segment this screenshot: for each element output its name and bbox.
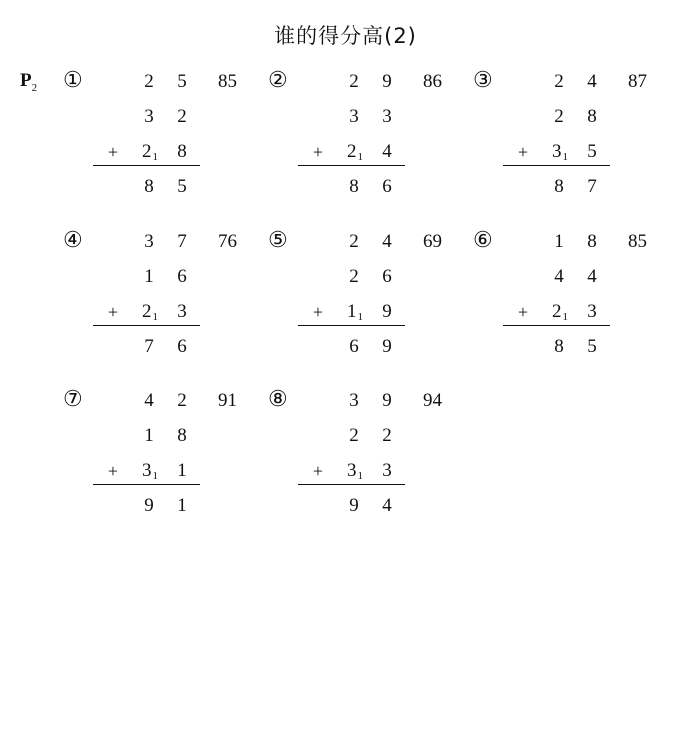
- digit-text: 9: [382, 71, 392, 92]
- problem-number: ②: [268, 68, 288, 93]
- digit-text: 1: [177, 495, 187, 516]
- ones-digit: [175, 175, 189, 199]
- ones-digit: [380, 230, 394, 254]
- addend-row: [268, 265, 468, 289]
- carry-digit: 1: [562, 310, 568, 323]
- digit-text: 1: [554, 231, 564, 252]
- ones-digit: [380, 335, 394, 359]
- plus-sign: +: [107, 302, 119, 322]
- digit-text: 2: [144, 71, 154, 92]
- digit-text: 2: [349, 425, 359, 446]
- addition-problem: [268, 230, 468, 370]
- sum-line: [503, 325, 610, 326]
- digit-text: 3: [349, 106, 359, 127]
- ones-digit: [175, 335, 189, 359]
- ones-digit: [380, 140, 394, 164]
- tens-digit: [142, 105, 156, 129]
- digit-text: 1: [144, 425, 154, 446]
- digit-text: 3: [349, 390, 359, 411]
- digit-text: 5: [587, 336, 597, 357]
- addend-row: [473, 140, 673, 164]
- score-value: 91: [218, 390, 237, 411]
- sum-row: [63, 175, 263, 199]
- tens-digit: [142, 389, 156, 413]
- digit-text: 4: [587, 266, 597, 287]
- addend-row: [268, 424, 468, 448]
- ones-digit: [175, 494, 189, 518]
- carry-digit: 1: [152, 469, 158, 482]
- ones-digit: [380, 70, 394, 94]
- tens-digit: [142, 300, 156, 331]
- addend-row: [473, 105, 673, 129]
- carry-digit: 1: [357, 150, 363, 163]
- ones-digit: [585, 140, 599, 164]
- tens-digit: [142, 175, 156, 199]
- tens-digit: [347, 459, 361, 490]
- plus-sign: +: [312, 461, 324, 481]
- digit-text: 5: [177, 176, 187, 197]
- problem-number: ⑧: [268, 387, 288, 412]
- plus-sign: +: [312, 142, 324, 162]
- digit-text: 7: [177, 231, 187, 252]
- digit-text: 9: [382, 301, 392, 322]
- addition-problem: [63, 230, 263, 370]
- tens-digit: [347, 140, 361, 171]
- plus-sign: +: [517, 142, 529, 162]
- sum-row: [63, 335, 263, 359]
- digit-text: 4: [587, 71, 597, 92]
- tens-digit: [347, 424, 361, 448]
- digit-text: 4: [382, 495, 392, 516]
- score-value: 76: [218, 231, 237, 252]
- digit-text: 2: [142, 301, 152, 322]
- problem-number: ⑦: [63, 387, 83, 412]
- ones-digit: [175, 70, 189, 94]
- digit-text: 3: [177, 301, 187, 322]
- addition-problem: [63, 389, 263, 529]
- plus-sign: +: [107, 142, 119, 162]
- ones-digit: [585, 175, 599, 199]
- ones-digit: [585, 70, 599, 94]
- problem-number: ①: [63, 68, 83, 93]
- digit-text: 2: [177, 106, 187, 127]
- digit-text: 9: [144, 495, 154, 516]
- ones-digit: [380, 105, 394, 129]
- tens-digit: [142, 494, 156, 518]
- tens-digit: [552, 335, 566, 359]
- problem-number: ⑤: [268, 228, 288, 253]
- addend-row: [63, 140, 263, 164]
- tens-digit: [552, 70, 566, 94]
- page-label: [20, 70, 37, 94]
- digit-text: 1: [177, 460, 187, 481]
- addend-row: [268, 459, 468, 483]
- ones-digit: [380, 300, 394, 324]
- digit-text: 3: [144, 106, 154, 127]
- plus-sign: +: [517, 302, 529, 322]
- score-value: 86: [423, 71, 442, 92]
- sum-row: [473, 335, 673, 359]
- tens-digit: [347, 265, 361, 289]
- addition-problem: [473, 70, 673, 210]
- digit-text: 2: [142, 141, 152, 162]
- digit-text: 2: [177, 390, 187, 411]
- digit-text: 7: [144, 336, 154, 357]
- digit-text: 2: [349, 266, 359, 287]
- digit-text: 9: [382, 390, 392, 411]
- page-letter: P: [20, 70, 32, 91]
- addend-row: [473, 300, 673, 324]
- addend-row: [63, 105, 263, 129]
- problem-number: ④: [63, 228, 83, 253]
- problem-number: ③: [473, 68, 493, 93]
- digit-text: 8: [177, 425, 187, 446]
- addition-problem: [473, 230, 673, 370]
- tens-digit: [552, 265, 566, 289]
- digit-text: 1: [347, 301, 357, 322]
- ones-digit: [175, 424, 189, 448]
- tens-digit: [552, 300, 566, 331]
- digit-text: 5: [177, 71, 187, 92]
- tens-digit: [142, 140, 156, 171]
- score-value: 87: [628, 71, 647, 92]
- ones-digit: [380, 265, 394, 289]
- addend-row: [63, 265, 263, 289]
- worksheet-title: 谁的得分高(2): [274, 24, 417, 48]
- ones-digit: [585, 300, 599, 324]
- digit-text: 9: [349, 495, 359, 516]
- plus-sign: +: [312, 302, 324, 322]
- ones-digit: [175, 389, 189, 413]
- tens-digit: [552, 230, 566, 254]
- digit-text: 2: [349, 71, 359, 92]
- ones-digit: [175, 265, 189, 289]
- addend-row: [63, 459, 263, 483]
- tens-digit: [142, 335, 156, 359]
- digit-text: 9: [382, 336, 392, 357]
- addend-row: [268, 105, 468, 129]
- ones-digit: [175, 230, 189, 254]
- tens-digit: [347, 70, 361, 94]
- ones-digit: [380, 389, 394, 413]
- addend-row: [268, 140, 468, 164]
- sum-line: [93, 165, 200, 166]
- sum-row: [268, 175, 468, 199]
- digit-text: 2: [349, 231, 359, 252]
- digit-text: 3: [347, 460, 357, 481]
- ones-digit: [175, 300, 189, 324]
- sum-line: [298, 484, 405, 485]
- ones-digit: [175, 459, 189, 483]
- digit-text: 6: [382, 266, 392, 287]
- digit-text: 6: [382, 176, 392, 197]
- sum-row: [268, 335, 468, 359]
- sum-line: [503, 165, 610, 166]
- digit-text: 3: [382, 106, 392, 127]
- tens-digit: [347, 389, 361, 413]
- ones-digit: [585, 335, 599, 359]
- addend-row: [473, 265, 673, 289]
- digit-text: 8: [144, 176, 154, 197]
- sum-line: [298, 165, 405, 166]
- sum-row: [63, 494, 263, 518]
- digit-text: 2: [554, 106, 564, 127]
- sum-line: [298, 325, 405, 326]
- digit-text: 3: [552, 141, 562, 162]
- addition-problem: [268, 389, 468, 529]
- ones-digit: [585, 230, 599, 254]
- sum-line: [93, 325, 200, 326]
- tens-digit: [552, 175, 566, 199]
- score-value: 85: [218, 71, 237, 92]
- digit-text: 8: [177, 141, 187, 162]
- sum-row: [268, 494, 468, 518]
- tens-digit: [347, 175, 361, 199]
- page-number: 2: [31, 81, 38, 94]
- addend-row: [268, 300, 468, 324]
- tens-digit: [347, 105, 361, 129]
- carry-digit: 1: [152, 310, 158, 323]
- carry-digit: 1: [357, 310, 363, 323]
- digit-text: 8: [587, 106, 597, 127]
- score-value: 85: [628, 231, 647, 252]
- tens-digit: [552, 140, 566, 171]
- tens-digit: [142, 70, 156, 94]
- ones-digit: [380, 424, 394, 448]
- digit-text: 3: [382, 460, 392, 481]
- plus-sign: +: [107, 461, 119, 481]
- digit-text: 8: [587, 231, 597, 252]
- ones-digit: [175, 105, 189, 129]
- digit-text: 1: [144, 266, 154, 287]
- carry-digit: 1: [152, 150, 158, 163]
- digit-text: 4: [144, 390, 154, 411]
- addend-row: [63, 424, 263, 448]
- sum-line: [93, 484, 200, 485]
- digit-text: 4: [554, 266, 564, 287]
- tens-digit: [142, 230, 156, 254]
- addition-problem: [63, 70, 263, 210]
- digit-text: 4: [382, 141, 392, 162]
- digit-text: 3: [142, 460, 152, 481]
- ones-digit: [175, 140, 189, 164]
- digit-text: 6: [349, 336, 359, 357]
- tens-digit: [347, 300, 361, 331]
- digit-text: 8: [349, 176, 359, 197]
- digit-text: 8: [554, 336, 564, 357]
- addend-row: [63, 300, 263, 324]
- digit-text: 5: [587, 141, 597, 162]
- score-value: 94: [423, 390, 442, 411]
- digit-text: 3: [144, 231, 154, 252]
- ones-digit: [585, 105, 599, 129]
- tens-digit: [142, 459, 156, 490]
- ones-digit: [380, 459, 394, 483]
- tens-digit: [347, 230, 361, 254]
- tens-digit: [142, 424, 156, 448]
- tens-digit: [347, 494, 361, 518]
- digit-text: 2: [347, 141, 357, 162]
- carry-digit: 1: [357, 469, 363, 482]
- digit-text: 3: [587, 301, 597, 322]
- tens-digit: [552, 105, 566, 129]
- digit-text: 6: [177, 336, 187, 357]
- digit-text: 4: [382, 231, 392, 252]
- digit-text: 6: [177, 266, 187, 287]
- digit-text: 2: [382, 425, 392, 446]
- carry-digit: 1: [562, 150, 568, 163]
- score-value: 69: [423, 231, 442, 252]
- ones-digit: [380, 494, 394, 518]
- problem-number: ⑥: [473, 228, 493, 253]
- digit-text: 7: [587, 176, 597, 197]
- digit-text: 8: [554, 176, 564, 197]
- tens-digit: [142, 265, 156, 289]
- addition-problem: [268, 70, 468, 210]
- ones-digit: [585, 265, 599, 289]
- sum-row: [473, 175, 673, 199]
- tens-digit: [347, 335, 361, 359]
- digit-text: 2: [554, 71, 564, 92]
- digit-text: 2: [552, 301, 562, 322]
- ones-digit: [380, 175, 394, 199]
